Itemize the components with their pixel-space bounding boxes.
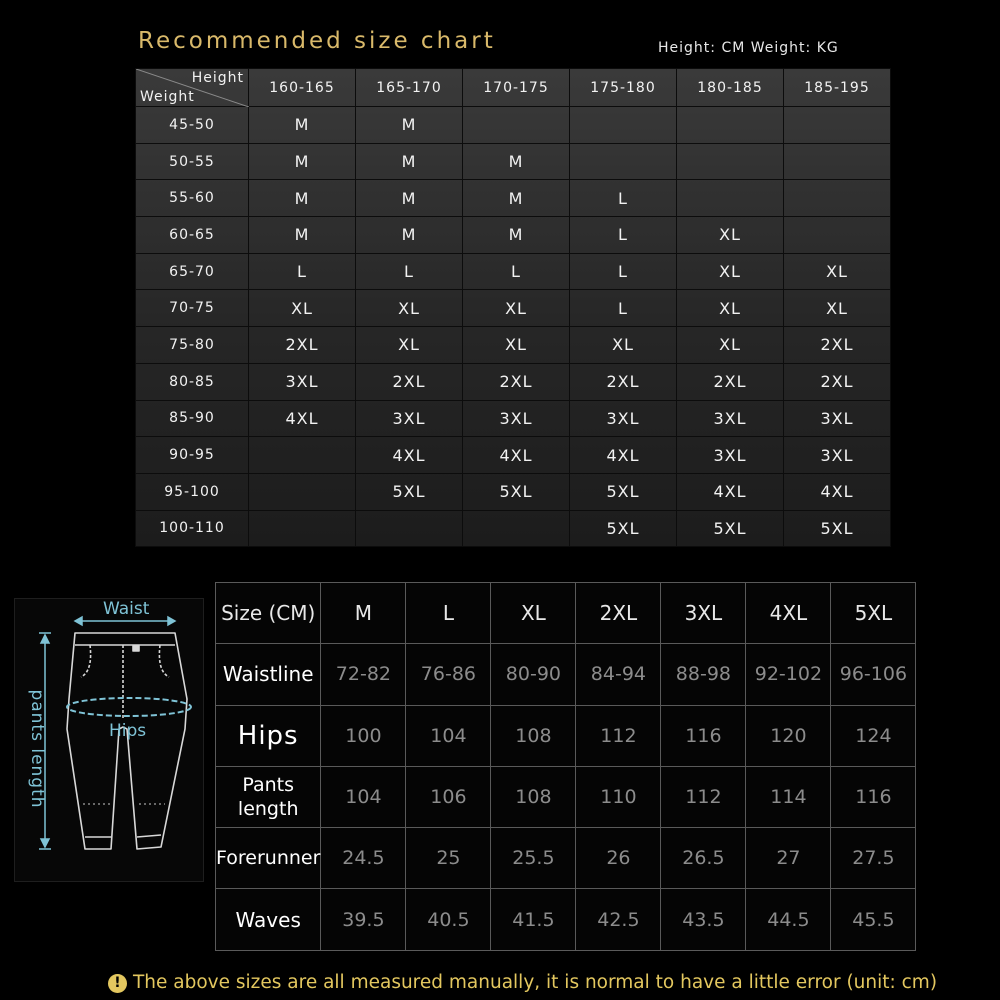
- measure-cell: 100: [321, 705, 406, 766]
- size-cell: M: [356, 143, 463, 180]
- size-cell: 5XL: [784, 510, 891, 547]
- size-cell: M: [249, 180, 356, 217]
- corner-weight-label: Weight: [140, 89, 195, 105]
- size-cell: [677, 180, 784, 217]
- size-cell: XL: [677, 327, 784, 364]
- measure-cell: 25.5: [491, 828, 576, 889]
- weight-cell: 80-85: [136, 363, 249, 400]
- size-cell: M: [249, 107, 356, 144]
- size-cell: 2XL: [356, 363, 463, 400]
- size-header-label: Size (CM): [216, 583, 321, 644]
- size-cell: 4XL: [356, 437, 463, 474]
- corner-height-label: Height: [191, 70, 244, 86]
- height-header: 165-170: [356, 69, 463, 107]
- weight-cell: 50-55: [136, 143, 249, 180]
- size-cell: XL: [677, 217, 784, 254]
- measure-cell: 114: [746, 766, 831, 827]
- size-cell: [356, 510, 463, 547]
- size-cell: L: [249, 253, 356, 290]
- table-row: [216, 705, 916, 766]
- size-cell: 2XL: [784, 327, 891, 364]
- size-cell: [463, 510, 570, 547]
- waist-label: Waist: [103, 599, 150, 619]
- measure-cell: 26.5: [661, 828, 746, 889]
- size-cell: XL: [463, 290, 570, 327]
- size-cell: 5XL: [677, 510, 784, 547]
- measure-cell: 76-86: [406, 644, 491, 705]
- table-row: [216, 766, 916, 827]
- size-cell: [784, 107, 891, 144]
- size-header: 3XL: [661, 583, 746, 644]
- table-row: [136, 473, 891, 510]
- measure-cell: 112: [576, 705, 661, 766]
- size-cell: XL: [356, 290, 463, 327]
- size-cell: 4XL: [677, 473, 784, 510]
- table-row: [136, 510, 891, 547]
- weight-cell: 60-65: [136, 217, 249, 254]
- measure-cell: 112: [661, 766, 746, 827]
- height-header: 170-175: [463, 69, 570, 107]
- measure-cell: 27: [746, 828, 831, 889]
- size-cell: L: [570, 180, 677, 217]
- size-cell: 3XL: [677, 400, 784, 437]
- size-cell: [784, 217, 891, 254]
- size-cell: 4XL: [463, 437, 570, 474]
- size-cell: XL: [570, 327, 677, 364]
- size-cell: [249, 510, 356, 547]
- row-label: Forerunner: [216, 828, 321, 889]
- size-cell: M: [356, 217, 463, 254]
- size-cell: [249, 473, 356, 510]
- hips-label: Hips: [109, 721, 147, 741]
- table-header-row: [136, 69, 891, 107]
- size-cell: XL: [463, 327, 570, 364]
- size-cell: M: [249, 143, 356, 180]
- footnote: [108, 972, 937, 993]
- size-cell: 2XL: [249, 327, 356, 364]
- table-row: [136, 437, 891, 474]
- size-cell: 3XL: [463, 400, 570, 437]
- size-header: 2XL: [576, 583, 661, 644]
- size-cell: XL: [249, 290, 356, 327]
- table-row: [216, 644, 916, 705]
- size-cell: 3XL: [784, 400, 891, 437]
- measurement-table: [215, 582, 916, 951]
- footnote-text: The above sizes are all measured manually, it is normal to have a little error (unit: cm): [133, 972, 938, 993]
- weight-cell: 70-75: [136, 290, 249, 327]
- size-cell: L: [570, 217, 677, 254]
- size-cell: [677, 107, 784, 144]
- measure-cell: 116: [661, 705, 746, 766]
- height-header: 160-165: [249, 69, 356, 107]
- size-cell: XL: [784, 290, 891, 327]
- weight-cell: 90-95: [136, 437, 249, 474]
- size-cell: [570, 143, 677, 180]
- measure-cell: 25: [406, 828, 491, 889]
- measure-cell: 24.5: [321, 828, 406, 889]
- measure-cell: 26: [576, 828, 661, 889]
- measure-cell: 72-82: [321, 644, 406, 705]
- height-header: 175-180: [570, 69, 677, 107]
- height-header: 185-195: [784, 69, 891, 107]
- table-row: [136, 363, 891, 400]
- measure-cell: 84-94: [576, 644, 661, 705]
- size-header: 5XL: [831, 583, 916, 644]
- size-cell: 5XL: [463, 473, 570, 510]
- exclamation-icon: !: [108, 974, 127, 993]
- size-cell: L: [356, 253, 463, 290]
- size-cell: 2XL: [784, 363, 891, 400]
- size-cell: 5XL: [570, 510, 677, 547]
- table-row: [136, 400, 891, 437]
- size-cell: 3XL: [570, 400, 677, 437]
- measure-cell: 42.5: [576, 889, 661, 950]
- measure-cell: 104: [406, 705, 491, 766]
- measure-cell: 39.5: [321, 889, 406, 950]
- size-header: M: [321, 583, 406, 644]
- measure-cell: 110: [576, 766, 661, 827]
- weight-cell: 65-70: [136, 253, 249, 290]
- size-cell: L: [463, 253, 570, 290]
- size-cell: [570, 107, 677, 144]
- size-cell: M: [356, 107, 463, 144]
- measure-cell: 120: [746, 705, 831, 766]
- pants-diagram: [14, 598, 204, 882]
- measure-cell: 116: [831, 766, 916, 827]
- units-note: Height: CM Weight: KG: [658, 40, 839, 56]
- weight-cell: 55-60: [136, 180, 249, 217]
- size-header: XL: [491, 583, 576, 644]
- size-cell: 2XL: [463, 363, 570, 400]
- weight-cell: 75-80: [136, 327, 249, 364]
- measure-cell: 104: [321, 766, 406, 827]
- table-row: [136, 327, 891, 364]
- table-row: [136, 180, 891, 217]
- measure-cell: 106: [406, 766, 491, 827]
- table-row: [136, 217, 891, 254]
- size-cell: XL: [677, 290, 784, 327]
- size-cell: [249, 437, 356, 474]
- row-label: Pants length: [216, 766, 321, 827]
- corner-cell: [136, 69, 249, 107]
- size-cell: [784, 143, 891, 180]
- size-cell: 2XL: [570, 363, 677, 400]
- weight-cell: 95-100: [136, 473, 249, 510]
- size-cell: 3XL: [784, 437, 891, 474]
- size-recommendation-table: [135, 68, 891, 547]
- size-cell: [677, 143, 784, 180]
- row-label: Waves: [216, 889, 321, 950]
- size-cell: 3XL: [249, 363, 356, 400]
- table-row: [136, 143, 891, 180]
- pants-length-label: pants length: [27, 689, 47, 809]
- table-row: [136, 290, 891, 327]
- size-header: 4XL: [746, 583, 831, 644]
- table-row: [216, 828, 916, 889]
- height-header: 180-185: [677, 69, 784, 107]
- size-cell: L: [570, 290, 677, 327]
- row-label: Hips: [216, 705, 321, 766]
- measure-cell: 124: [831, 705, 916, 766]
- measure-cell: 41.5: [491, 889, 576, 950]
- measure-cell: 45.5: [831, 889, 916, 950]
- size-cell: XL: [784, 253, 891, 290]
- measure-cell: 96-106: [831, 644, 916, 705]
- measure-cell: 80-90: [491, 644, 576, 705]
- row-label: Waistline: [216, 644, 321, 705]
- size-cell: M: [249, 217, 356, 254]
- size-cell: 4XL: [570, 437, 677, 474]
- measure-cell: 92-102: [746, 644, 831, 705]
- measure-cell: 40.5: [406, 889, 491, 950]
- size-cell: L: [570, 253, 677, 290]
- measure-cell: 44.5: [746, 889, 831, 950]
- chart-title: Recommended size chart: [138, 28, 496, 54]
- measure-cell: 88-98: [661, 644, 746, 705]
- size-cell: M: [463, 217, 570, 254]
- size-cell: M: [356, 180, 463, 217]
- table-row: [136, 253, 891, 290]
- size-cell: XL: [356, 327, 463, 364]
- size-cell: M: [463, 180, 570, 217]
- size-cell: 5XL: [570, 473, 677, 510]
- measure-cell: 27.5: [831, 828, 916, 889]
- size-header: L: [406, 583, 491, 644]
- size-cell: 4XL: [249, 400, 356, 437]
- size-cell: XL: [677, 253, 784, 290]
- table-header-row: [216, 583, 916, 644]
- measure-cell: 108: [491, 705, 576, 766]
- weight-cell: 45-50: [136, 107, 249, 144]
- size-cell: 2XL: [677, 363, 784, 400]
- measure-cell: 43.5: [661, 889, 746, 950]
- weight-cell: 85-90: [136, 400, 249, 437]
- size-cell: M: [463, 143, 570, 180]
- measure-cell: 108: [491, 766, 576, 827]
- size-cell: 3XL: [356, 400, 463, 437]
- table-row: [216, 889, 916, 950]
- weight-cell: 100-110: [136, 510, 249, 547]
- size-cell: 4XL: [784, 473, 891, 510]
- size-cell: [784, 180, 891, 217]
- size-cell: [463, 107, 570, 144]
- size-cell: 3XL: [677, 437, 784, 474]
- table-row: [136, 107, 891, 144]
- size-cell: 5XL: [356, 473, 463, 510]
